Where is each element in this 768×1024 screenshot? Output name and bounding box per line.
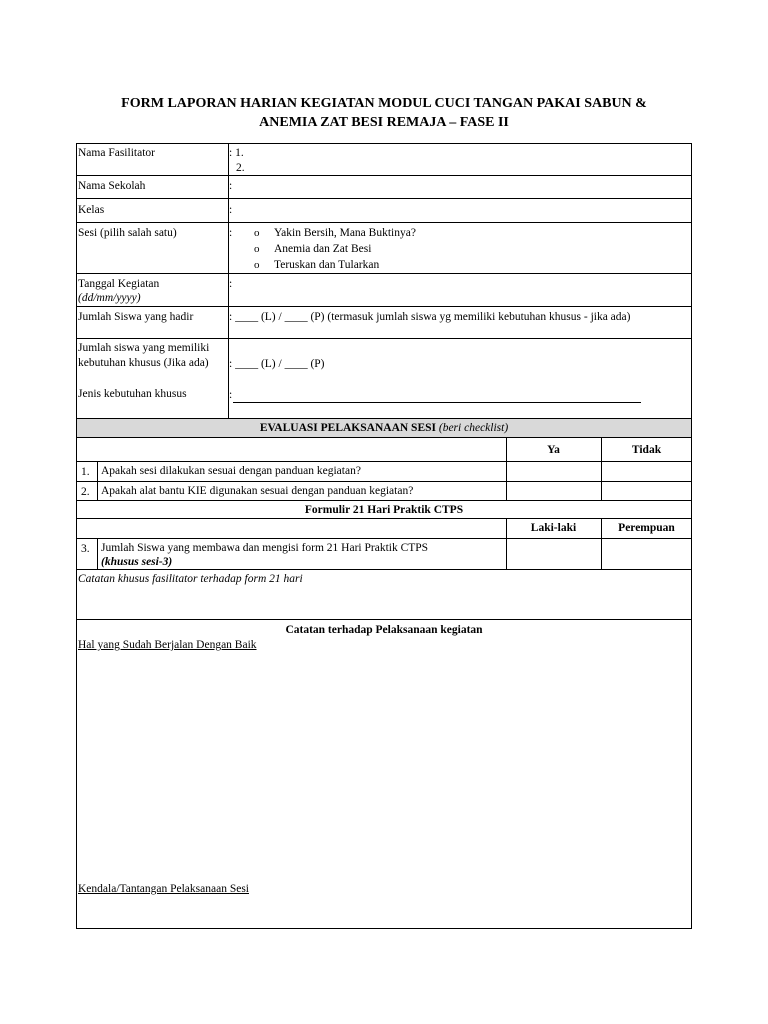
col-laki-header: Laki-laki bbox=[530, 522, 577, 534]
formulir-header: Formulir 21 Hari Praktik CTPS bbox=[304, 504, 464, 516]
row-divider bbox=[76, 619, 692, 620]
sekolah-field[interactable]: : bbox=[229, 180, 233, 192]
col-ya-header: Ya bbox=[547, 444, 560, 456]
fasilitator-entry-1[interactable]: : 1. bbox=[229, 147, 244, 159]
row-divider bbox=[76, 500, 692, 501]
sekolah-label: Nama Sekolah bbox=[78, 180, 146, 192]
eval-item-2-text: Apakah alat bantu KIE digunakan sesuai dengan panduan kegiatan? bbox=[101, 485, 414, 497]
form-title-line1: FORM LAPORAN HARIAN KEGIATAN MODUL CUCI TANGAN PAKAI SABUN & bbox=[121, 96, 647, 111]
row-divider bbox=[76, 222, 692, 223]
khusus-label-line1: Jumlah siswa yang memiliki bbox=[78, 342, 210, 354]
catatan-kendala-label[interactable]: Kendala/Tantangan Pelaksanaan Sesi bbox=[78, 883, 249, 895]
catatan-header: Catatan terhadap Pelaksanaan kegiatan bbox=[285, 624, 483, 636]
catatan-form-21-label[interactable]: Catatan khusus fasilitator terhadap form 21 hari bbox=[78, 573, 303, 585]
sesi-option-3[interactable]: Teruskan dan Tularkan bbox=[274, 259, 380, 271]
form-title-line2: ANEMIA ZAT BESI REMAJA – FASE II bbox=[259, 115, 509, 130]
evaluasi-header bbox=[76, 421, 692, 435]
sesi-option-2[interactable]: Anemia dan Zat Besi bbox=[274, 243, 372, 255]
number-column-divider bbox=[97, 461, 98, 500]
circle-bullet-icon: o bbox=[254, 259, 260, 271]
formulir-item-text: Jumlah Siswa yang membawa dan mengisi form 21 Hari Praktik CTPS bbox=[101, 542, 429, 554]
form-title bbox=[0, 94, 768, 132]
jumlah-label: Jumlah Siswa yang hadir bbox=[78, 311, 194, 323]
fasilitator-entry-2[interactable]: 2. bbox=[236, 162, 245, 174]
sesi-option-1[interactable]: Yakin Bersih, Mana Buktinya? bbox=[274, 227, 416, 239]
row-divider bbox=[76, 538, 692, 539]
tanggal-format: (dd/mm/yyyy) bbox=[78, 292, 141, 304]
col-tidak-header: Tidak bbox=[631, 444, 662, 456]
fasilitator-label: Nama Fasilitator bbox=[78, 147, 155, 159]
formulir-item-number: 3. bbox=[81, 543, 90, 555]
evaluasi-header-title: EVALUASI PELAKSANAAN SESI bbox=[259, 422, 436, 434]
number-column-divider bbox=[97, 538, 98, 569]
tanggal-label: Tanggal Kegiatan bbox=[78, 278, 160, 290]
sesi-colon: : bbox=[229, 227, 233, 239]
kelas-field[interactable]: : bbox=[229, 204, 233, 216]
row-divider bbox=[76, 273, 692, 274]
circle-bullet-icon: o bbox=[254, 243, 260, 255]
row-divider bbox=[76, 175, 692, 176]
row-divider bbox=[76, 437, 692, 438]
jumlah-field[interactable]: : ____ (L) / ____ (P) (termasuk jumlah siswa yg memiliki kebutuhan khusus - jika ada) bbox=[229, 311, 631, 323]
row-divider bbox=[76, 569, 692, 570]
formulir-item-note: (khusus sesi-3) bbox=[101, 556, 173, 568]
row-divider bbox=[76, 418, 692, 419]
circle-bullet-icon: o bbox=[254, 227, 260, 239]
tanggal-field[interactable]: : bbox=[229, 278, 233, 290]
row-divider bbox=[76, 461, 692, 462]
eval-item-1-number: 1. bbox=[81, 466, 90, 478]
row-divider bbox=[76, 518, 692, 519]
eval-item-2-number: 2. bbox=[81, 486, 90, 498]
jenis-label: Jenis kebutuhan khusus bbox=[78, 388, 187, 400]
row-divider bbox=[76, 198, 692, 199]
row-divider bbox=[76, 306, 692, 307]
sesi-label: Sesi (pilih salah satu) bbox=[78, 227, 177, 239]
catatan-baik-label[interactable]: Hal yang Sudah Berjalan Dengan Baik bbox=[78, 639, 257, 651]
eval-item-1-text: Apakah sesi dilakukan sesuai dengan panduan kegiatan? bbox=[101, 465, 361, 477]
kelas-label: Kelas bbox=[78, 204, 105, 216]
khusus-field[interactable]: : ____ (L) / ____ (P) bbox=[229, 358, 325, 370]
row-divider bbox=[76, 338, 692, 339]
evaluasi-header-note: (beri checklist) bbox=[436, 422, 509, 434]
col-perempuan-header: Perempuan bbox=[618, 522, 675, 534]
row-divider bbox=[76, 481, 692, 482]
khusus-label-line2: kebutuhan khusus (Jika ada) bbox=[78, 357, 209, 369]
jenis-input-line[interactable] bbox=[233, 402, 641, 403]
form-table bbox=[76, 143, 692, 929]
jenis-colon: : bbox=[229, 389, 233, 401]
